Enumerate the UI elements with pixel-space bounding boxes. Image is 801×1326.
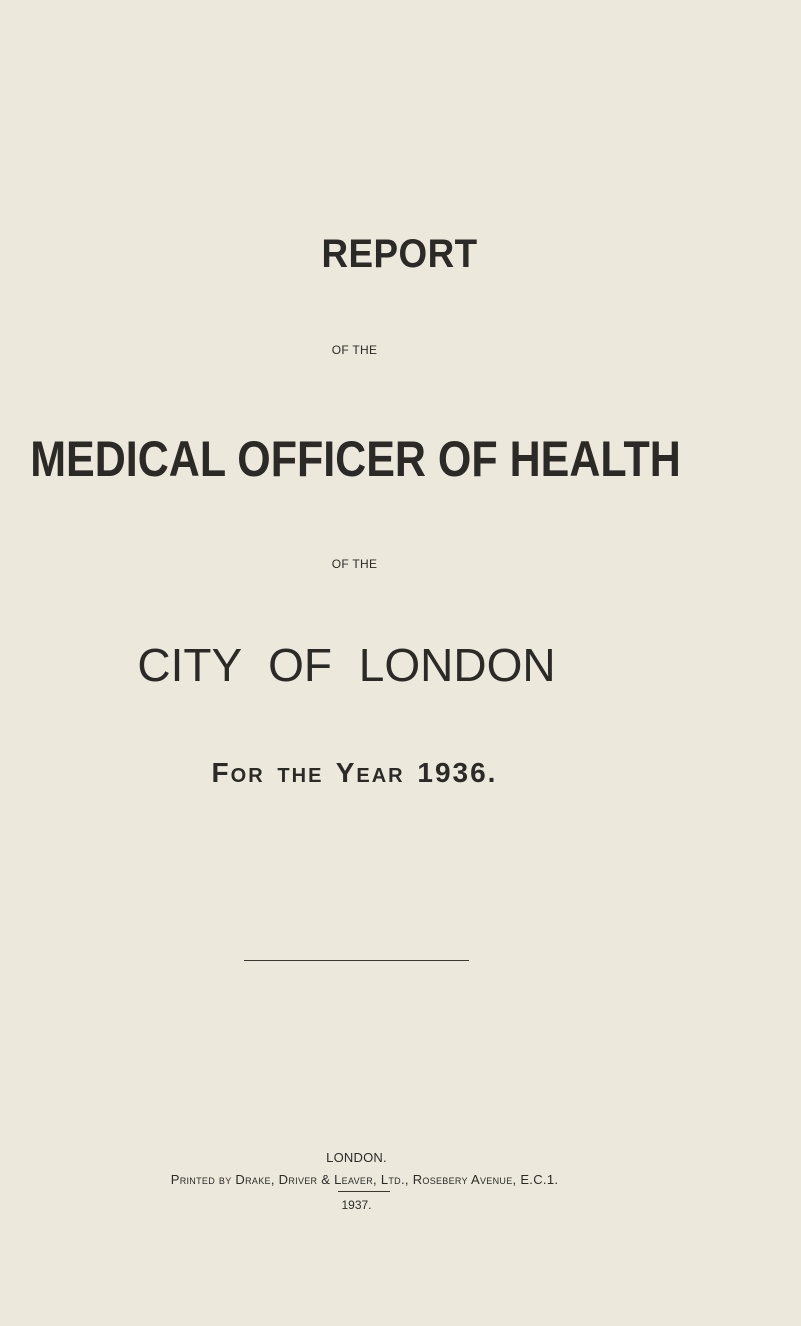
office-title: MEDICAL OFFICER OF HEALTH	[30, 431, 681, 487]
city-name: CITY OF LONDON	[137, 639, 556, 691]
divider-rule	[244, 960, 469, 961]
of-the-label-1: OF THE	[331, 343, 378, 357]
imprint-year: 1937.	[341, 1198, 372, 1212]
report-year: For the Year 1936.	[211, 757, 498, 788]
imprint-rule	[338, 1191, 390, 1192]
imprint-printer: Printed by Drake, Driver & Leaver, Ltd., Rosebery Avenue, E.C.1.	[170, 1172, 559, 1187]
imprint-place: LONDON.	[326, 1150, 387, 1165]
report-heading: REPORT	[321, 232, 478, 276]
of-the-label-2: OF THE	[331, 557, 378, 571]
